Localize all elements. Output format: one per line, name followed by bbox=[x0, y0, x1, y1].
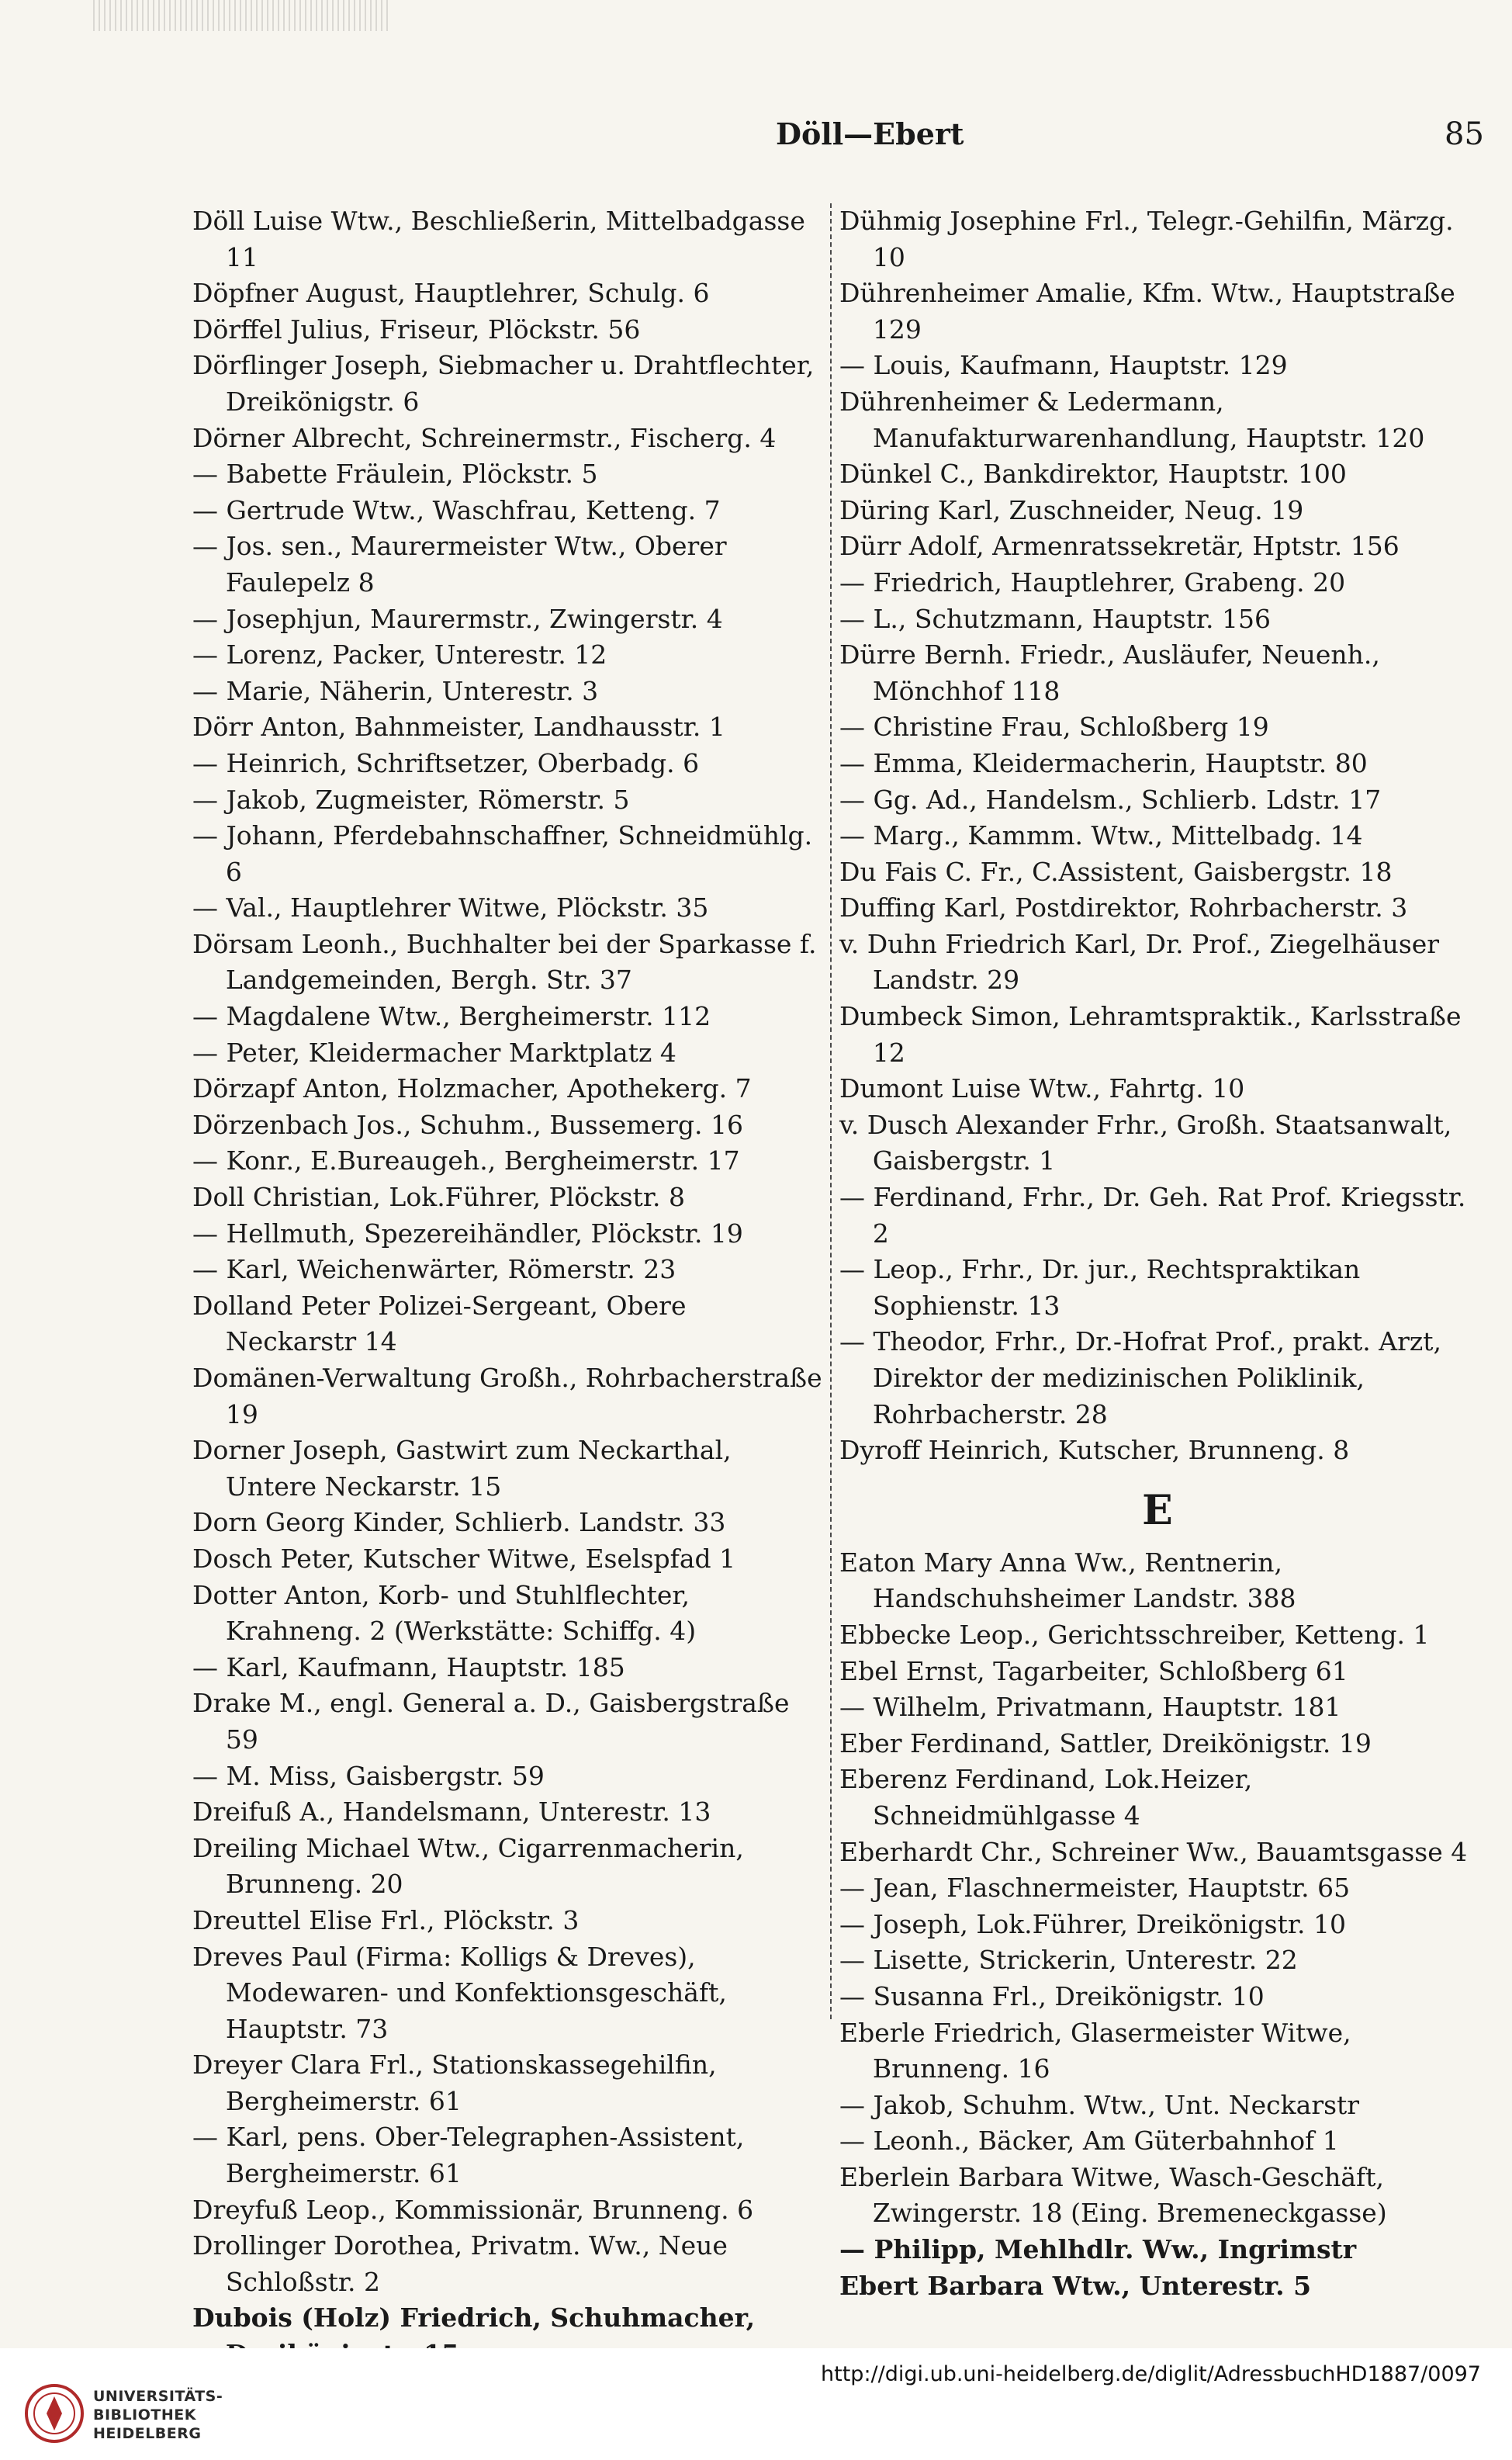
directory-entry: Dürre Bernh. Friedr., Ausläufer, Neuenh., Mönchhof 118 bbox=[839, 639, 1380, 706]
directory-entry: Duffing Karl, Postdirektor, Rohrbacherstr. 3 bbox=[839, 892, 1408, 923]
directory-entry: Düring Karl, Zuschneider, Neug. 19 bbox=[839, 494, 1304, 525]
directory-entry: — Philipp, Mehlhdlr. Ww., Ingrimstr bbox=[839, 2234, 1357, 2265]
directory-entry: — Louis, Kaufmann, Hauptstr. 129 bbox=[839, 350, 1288, 381]
page-number: 85 bbox=[1445, 116, 1484, 152]
directory-entry: Eaton Mary Anna Ww., Rentnerin, Handschuhsheimer Landstr. 388 bbox=[839, 1547, 1296, 1614]
directory-entry: Dörner Albrecht, Schreinermstr., Fischerg. 4 bbox=[192, 422, 777, 453]
directory-entry: Domänen-Verwaltung Großh., Rohrbacherstraße 19 bbox=[192, 1363, 822, 1429]
directory-entry: Du Fais C. Fr., C.Assistent, Gaisbergstr. 18 bbox=[839, 856, 1393, 887]
section-letter-heading: E bbox=[1142, 1486, 1173, 1534]
directory-entry: Dürr Adolf, Armenratssekretär, Hptstr. 156 bbox=[839, 531, 1400, 562]
directory-entry: Doll Christian, Lok.Führer, Plöckstr. 8 bbox=[192, 1182, 685, 1213]
directory-entry: Dörzenbach Jos., Schuhm., Bussemerg. 16 bbox=[192, 1109, 743, 1140]
directory-entry: — M. Miss, Gaisbergstr. 59 bbox=[192, 1760, 545, 1791]
directory-entry: Dolland Peter Polizei-Sergeant, Obere Neckarstr 14 bbox=[192, 1290, 687, 1357]
directory-entry: Drollinger Dorothea, Privatm. Ww., Neue Schloßstr. 2 bbox=[192, 2230, 728, 2297]
directory-entry: Eberenz Ferdinand, Lok.Heizer, Schneidmühlgasse 4 bbox=[839, 1764, 1253, 1831]
directory-entry: Dreuttel Elise Frl., Plöckstr. 3 bbox=[192, 1904, 580, 1935]
directory-entry: — Joseph, Lok.Führer, Dreikönigstr. 10 bbox=[839, 1908, 1346, 1939]
directory-entry: Dreyfuß Leop., Kommissionär, Brunneng. 6 bbox=[192, 2194, 754, 2225]
directory-entry: — Jos. sen., Maurermeister Wtw., Oberer Faulepelz 8 bbox=[192, 531, 727, 598]
directory-entry: — Friedrich, Hauptlehrer, Grabeng. 20 bbox=[839, 566, 1346, 598]
directory-entry: Dreyer Clara Frl., Stationskassegehilfin, Bergheimerstr. 61 bbox=[192, 2049, 717, 2116]
directory-entry: Eberhardt Chr., Schreiner Ww., Bauamtsgasse 4 bbox=[839, 1836, 1468, 1867]
directory-entry: — Val., Hauptlehrer Witwe, Plöckstr. 35 bbox=[192, 892, 709, 923]
directory-entry: — Karl, pens. Ober-Telegraphen-Assistent, Bergheimerstr. 61 bbox=[192, 2122, 745, 2189]
directory-entry: — Konr., E.Bureaugeh., Bergheimerstr. 17 bbox=[192, 1145, 740, 1176]
directory-entry: — L., Schutzmann, Hauptstr. 156 bbox=[839, 603, 1271, 634]
directory-entry: Döll Luise Wtw., Beschließerin, Mittelbadgasse 11 bbox=[192, 206, 805, 272]
directory-entry: Ebel Ernst, Tagarbeiter, Schloßberg 61 bbox=[839, 1655, 1348, 1686]
directory-entry: — Jakob, Zugmeister, Römerstr. 5 bbox=[192, 784, 630, 815]
directory-entry: — Hellmuth, Spezereihändler, Plöckstr. 19 bbox=[192, 1218, 743, 1249]
directory-entry: Ebbecke Leop., Gerichtsschreiber, Ketteng. 1 bbox=[839, 1619, 1430, 1650]
directory-entry: — Magdalene Wtw., Bergheimerstr. 112 bbox=[192, 1001, 711, 1032]
directory-entry: Döpfner August, Hauptlehrer, Schulg. 6 bbox=[192, 278, 710, 309]
directory-entry: — Heinrich, Schriftsetzer, Oberbadg. 6 bbox=[192, 747, 700, 778]
directory-entry: Dumont Luise Wtw., Fahrtg. 10 bbox=[839, 1073, 1245, 1104]
directory-entry: Dreves Paul (Firma: Kolligs & Dreves), Modewaren- und Konfektionsgeschäft, Hauptstr. 73 bbox=[192, 1941, 727, 2044]
directory-entry: — Marie, Näherin, Unterestr. 3 bbox=[192, 675, 599, 706]
directory-entry: — Jakob, Schuhm. Wtw., Unt. Neckarstr bbox=[839, 2089, 1360, 2120]
directory-entry: Dorner Joseph, Gastwirt zum Neckarthal, Untere Neckarstr. 15 bbox=[192, 1435, 732, 1502]
directory-entry: — Susanna Frl., Dreikönigstr. 10 bbox=[839, 1980, 1265, 2011]
directory-entry: Dorn Georg Kinder, Schlierb. Landstr. 33 bbox=[192, 1507, 726, 1538]
directory-entry: v. Duhn Friedrich Karl, Dr. Prof., Ziegelhäuser Landstr. 29 bbox=[839, 928, 1440, 996]
directory-entry: — Johann, Pferdebahnschaffner, Schneidmühlg. 6 bbox=[192, 820, 813, 887]
directory-entry: Dörsam Leonh., Buchhalter bei der Sparkasse f. Landgemeinden, Bergh. Str. 37 bbox=[192, 928, 817, 996]
directory-entry: — Peter, Kleidermacher Marktplatz 4 bbox=[192, 1037, 676, 1068]
source-url-link[interactable]: http://digi.ub.uni-heidelberg.de/diglit/AdressbuchHD1887/0097 bbox=[821, 2362, 1481, 2386]
directory-entry: — Theodor, Frhr., Dr.-Hofrat Prof., prakt. Arzt, Direktor der medizinischen Poliklinik, Rohrbacherstr. 28 bbox=[839, 1326, 1442, 1429]
directory-entry: Dühmig Josephine Frl., Telegr.-Gehilfin, Märzg. 10 bbox=[839, 206, 1454, 272]
directory-entry: Eber Ferdinand, Sattler, Dreikönigstr. 19 bbox=[839, 1727, 1372, 1758]
directory-entry: Dörr Anton, Bahnmeister, Landhausstr. 1 bbox=[192, 712, 725, 743]
directory-entry: Dührenheimer Amalie, Kfm. Wtw., Hauptstraße 129 bbox=[839, 278, 1455, 345]
directory-entry: — Lisette, Strickerin, Unterestr. 22 bbox=[839, 1945, 1298, 1976]
directory-entry: — Leop., Frhr., Dr. jur., Rechtspraktikan Sophienstr. 13 bbox=[839, 1254, 1361, 1321]
directory-entry: Eberlein Barbara Witwe, Wasch-Geschäft, Zwingerstr. 18 (Eing. Bremeneckgasse) bbox=[839, 2161, 1387, 2229]
directory-entry: Dörffel Julius, Friseur, Plöckstr. 56 bbox=[192, 314, 641, 345]
directory-entry: — Jean, Flaschnermeister, Hauptstr. 65 bbox=[839, 1873, 1351, 1904]
right-column bbox=[839, 203, 1476, 2304]
directory-entry: — Emma, Kleidermacherin, Hauptstr. 80 bbox=[839, 747, 1368, 778]
directory-entry: Ebert Barbara Wtw., Unterestr. 5 bbox=[839, 2270, 1312, 2301]
directory-entry: Eberle Friedrich, Glasermeister Witwe, Brunneng. 16 bbox=[839, 2017, 1351, 2084]
directory-entry: — Marg., Kammm. Wtw., Mittelbadg. 14 bbox=[839, 820, 1363, 851]
directory-entry: — Christine Frau, Schloßberg 19 bbox=[839, 712, 1269, 743]
directory-entry: Dörzapf Anton, Holzmacher, Apothekerg. 7 bbox=[192, 1073, 752, 1104]
directory-entry: Drake M., engl. General a. D., Gaisbergstraße 59 bbox=[192, 1688, 790, 1755]
directory-entry: — Ferdinand, Frhr., Dr. Geh. Rat Prof. Kriegsstr. 2 bbox=[839, 1182, 1466, 1249]
directory-entry: Dreiling Michael Wtw., Cigarrenmacherin, Brunneng. 20 bbox=[192, 1832, 744, 1900]
directory-entry: — Josephjun, Maurermstr., Zwingerstr. 4 bbox=[192, 603, 723, 634]
directory-entry: Dubois (Holz) Friedrich, Schuhmacher, bbox=[192, 2302, 756, 2334]
directory-entry: — Babette Fräulein, Plöckstr. 5 bbox=[192, 459, 598, 490]
directory-entry: Dünkel C., Bankdirektor, Hauptstr. 100 bbox=[839, 459, 1347, 490]
directory-entry: — Wilhelm, Privatmann, Hauptstr. 181 bbox=[839, 1692, 1341, 1723]
left-column bbox=[192, 203, 822, 2373]
scan-artifact bbox=[93, 0, 388, 31]
column-divider bbox=[830, 203, 832, 2019]
directory-entry: Dörflinger Joseph, Siebmacher u. Drahtflechter, Dreikönigstr. 6 bbox=[192, 350, 815, 417]
directory-entry: — Lorenz, Packer, Unterestr. 12 bbox=[192, 639, 607, 670]
directory-entry: v. Dusch Alexander Frhr., Großh. Staatsanwalt, Gaisbergstr. 1 bbox=[839, 1109, 1452, 1176]
directory-entry: — Karl, Weichenwärter, Römerstr. 23 bbox=[192, 1254, 676, 1285]
directory-entry: Dyroff Heinrich, Kutscher, Brunneng. 8 bbox=[839, 1435, 1350, 1466]
library-name-line: UNIVERSITÄTS- bbox=[93, 2388, 223, 2405]
directory-entry: — Gg. Ad., Handelsm., Schlierb. Ldstr. 17 bbox=[839, 784, 1382, 815]
directory-entry: Dotter Anton, Korb- und Stuhlflechter, Krahneng. 2 (Werkstätte: Schiffg. 4) bbox=[192, 1579, 697, 1647]
directory-entry: Dührenheimer & Ledermann, Manufakturwarenhandlung, Hauptstr. 120 bbox=[839, 386, 1425, 453]
directory-entry: Dumbeck Simon, Lehramtspraktik., Karlsstraße 12 bbox=[839, 1001, 1462, 1068]
directory-entry: Dosch Peter, Kutscher Witwe, Eselspfad 1 bbox=[192, 1543, 736, 1574]
library-name-line: BIBLIOTHEK bbox=[93, 2406, 196, 2424]
directory-entry: — Leonh., Bäcker, Am Güterbahnhof 1 bbox=[839, 2126, 1339, 2157]
running-head: Döll—Ebert bbox=[776, 116, 964, 151]
library-name-line: HEIDELBERG bbox=[93, 2425, 202, 2442]
university-seal-icon bbox=[23, 2382, 85, 2444]
footer bbox=[0, 2348, 1512, 2460]
directory-entry: Dreifuß A., Handelsmann, Unterestr. 13 bbox=[192, 1796, 711, 1828]
directory-entry: — Karl, Kaufmann, Hauptstr. 185 bbox=[192, 1651, 625, 1682]
library-name bbox=[93, 2387, 223, 2443]
directory-entry: — Gertrude Wtw., Waschfrau, Ketteng. 7 bbox=[192, 494, 721, 525]
